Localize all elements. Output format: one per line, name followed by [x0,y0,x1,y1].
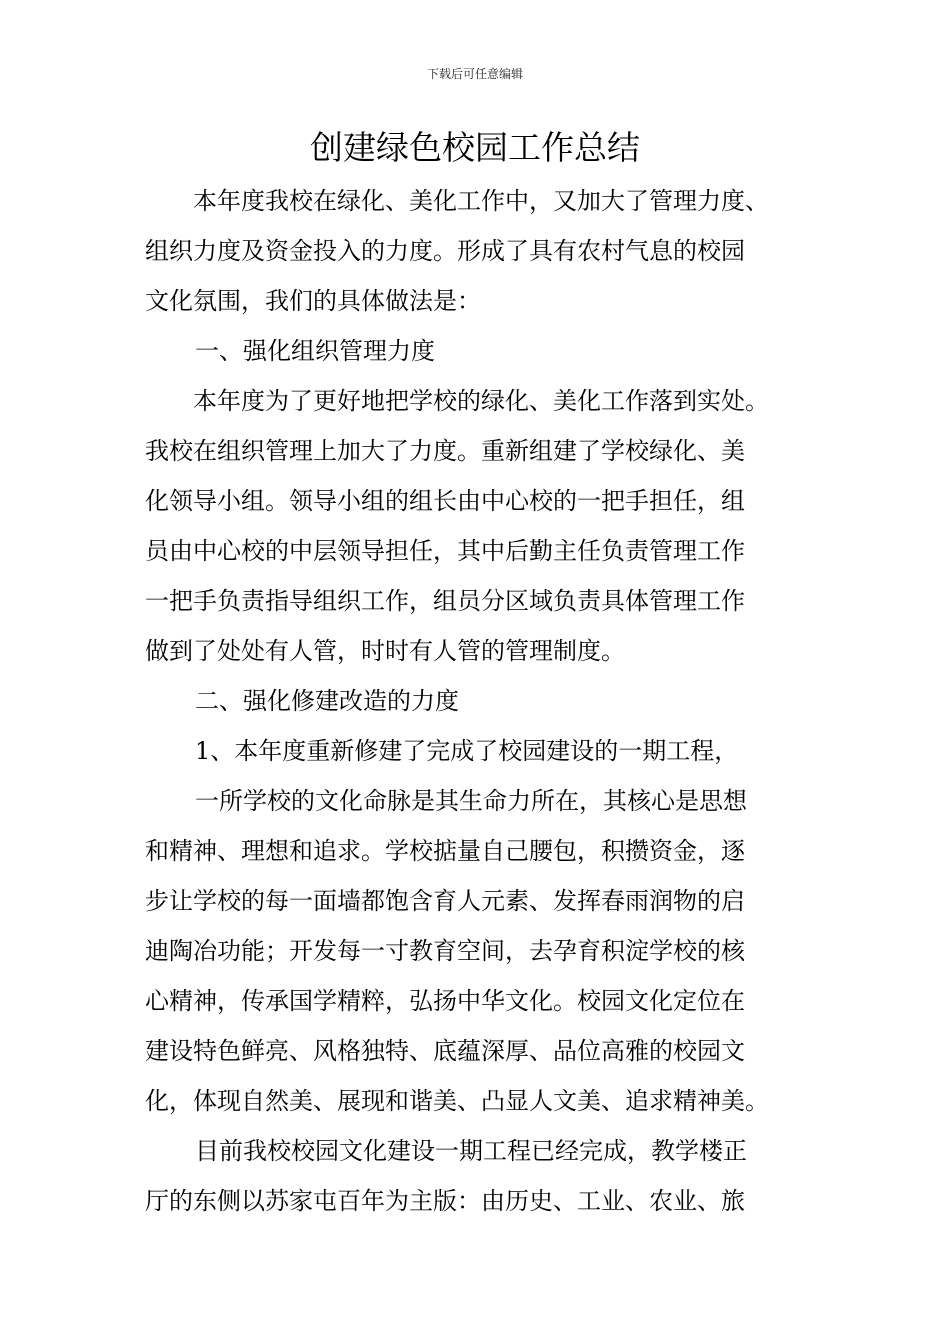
body-line: 迪陶冶功能；开发每一寸教育空间，去孕育积淀学校的核 [145,937,745,965]
body-line: 1、本年度重新修建了完成了校园建设的一期工程， [195,737,739,765]
body-line: 一所学校的文化命脉是其生命力所在，其核心是思想 [195,787,747,815]
section-heading: 二、强化修建改造的力度 [195,687,459,715]
body-line: 目前我校校园文化建设一期工程已经完成，教学楼正 [195,1137,747,1165]
body-line: 化，体现自然美、展现和谐美、凸显人文美、追求精神美。 [145,1087,769,1115]
body-line: 我校在组织管理上加大了力度。重新组建了学校绿化、美 [145,437,745,465]
body-line: 员由中心校的中层领导担任，其中后勤主任负责管理工作 [145,537,745,565]
body-line: 步让学校的每一面墙都饱含育人元素、发挥春雨润物的启 [145,887,745,915]
body-line: 组织力度及资金投入的力度。形成了具有农村气息的校园 [145,237,745,265]
header-note: 下载后可任意编辑 [426,67,523,81]
body-line: 一把手负责指导组织工作，组员分区域负责具体管理工作 [145,587,745,615]
body-line: 心精神，传承国学精粹，弘扬中华文化。校园文化定位在 [145,987,745,1015]
body-line: 化领导小组。领导小组的组长由中心校的一把手担任，组 [145,487,745,515]
body-line: 厅的东侧以苏家屯百年为主版：由历史、工业、农业、旅 [145,1187,745,1215]
body-line: 本年度为了更好地把学校的绿化、美化工作落到实处。 [193,387,769,415]
body-line: 做到了处处有人管，时时有人管的管理制度。 [145,637,625,665]
document-body [145,176,835,1226]
body-line: 文化氛围，我们的具体做法是： [145,287,481,315]
body-line: 建设特色鲜亮、风格独特、底蕴深厚、品位高雅的校园文 [145,1037,745,1065]
body-line: 本年度我校在绿化、美化工作中，又加大了管理力度、 [193,187,769,215]
document-title: 创建绿色校园工作总结 [310,128,640,167]
body-line: 和精神、理想和追求。学校掂量自己腰包，积攒资金，逐 [145,837,745,865]
section-heading: 一、强化组织管理力度 [195,337,435,365]
